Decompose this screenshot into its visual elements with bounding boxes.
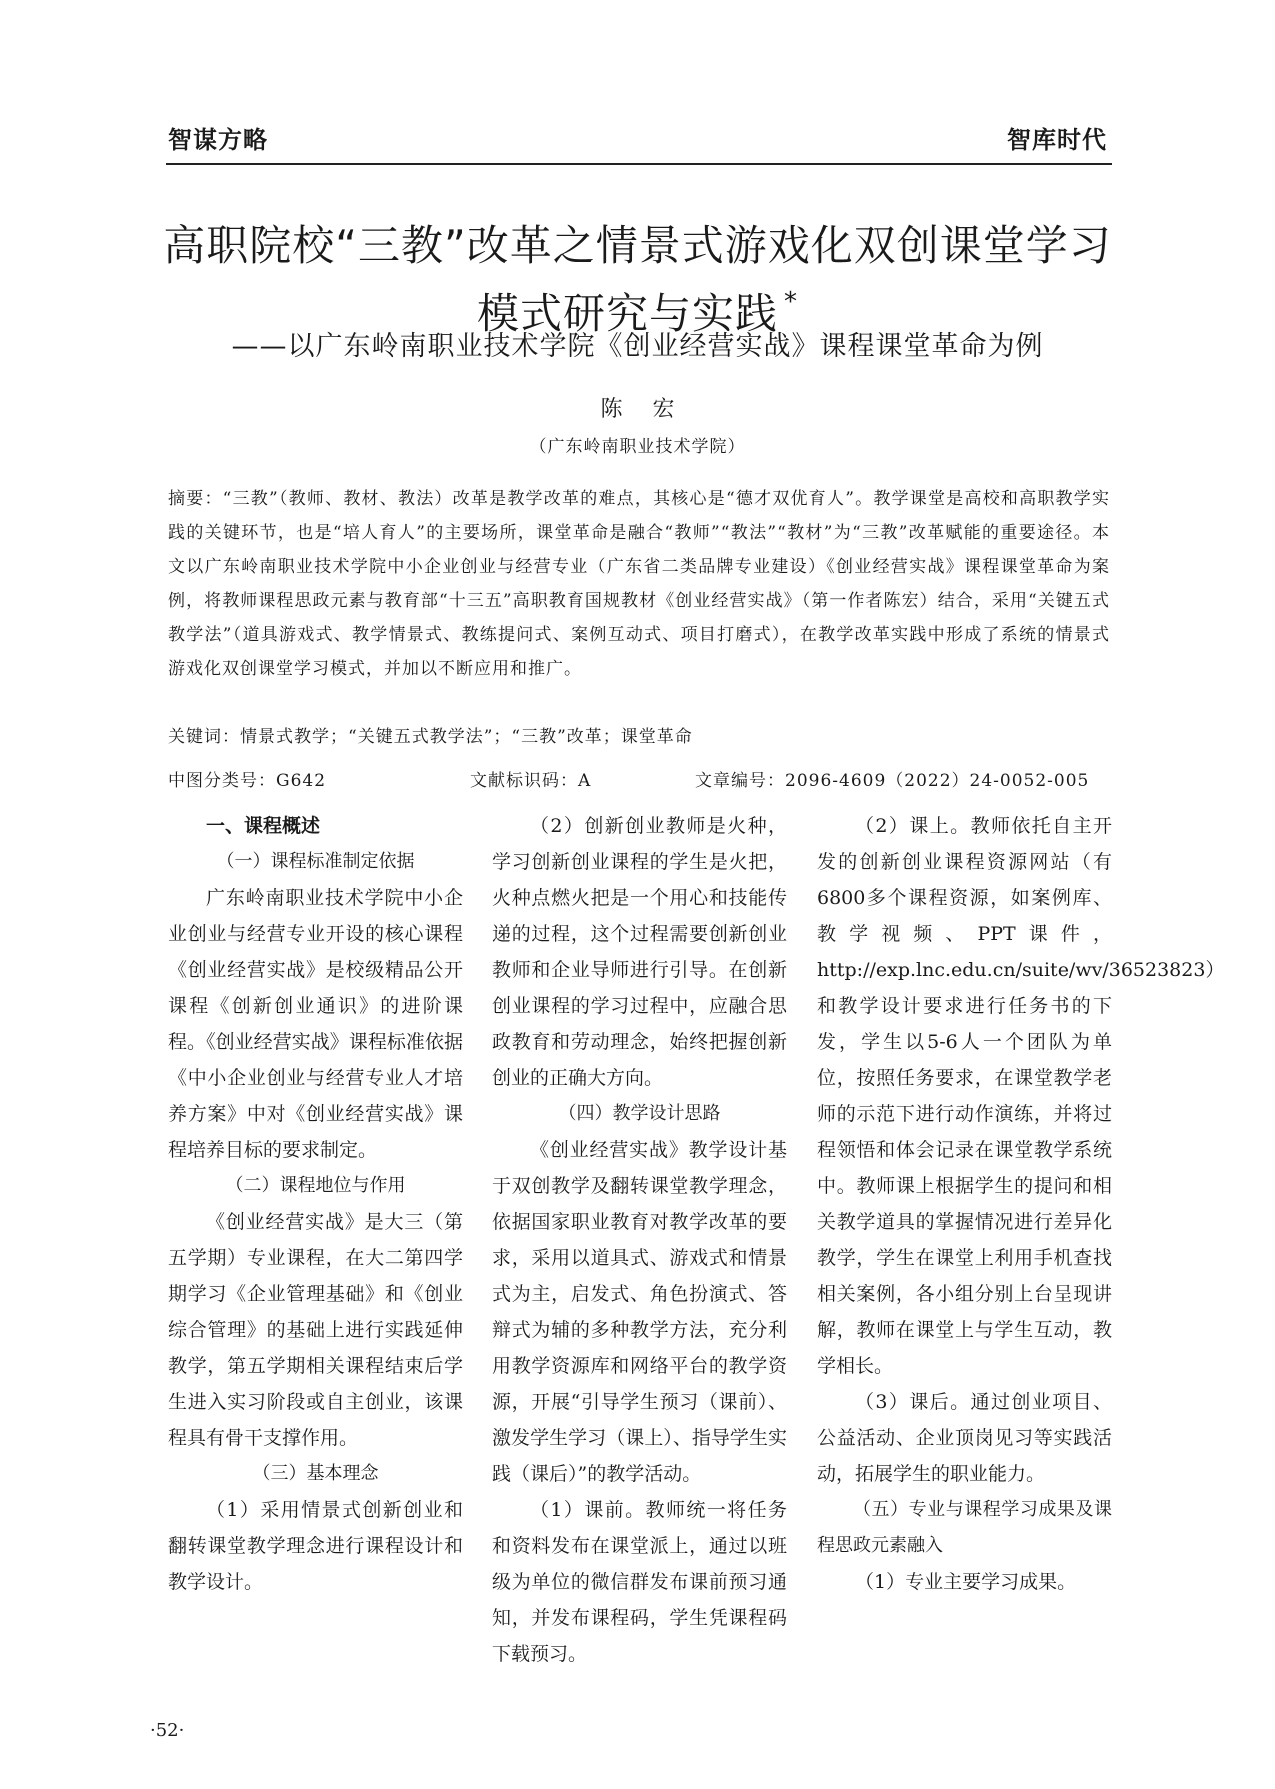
paragraph-s4-4: （3）课后。通过创业项目、公益活动、企业顶岗见习等实践活动，拓展学生的职业能力。 — [817, 1391, 1112, 1485]
subsection-heading-4: （四）教学设计思路 — [558, 1103, 721, 1124]
document-code — [470, 766, 591, 791]
journal-section-label: 智谋方略 — [168, 126, 268, 154]
paragraph-s4-3: （2）课上。教师依托自主开发的创新创业课程资源网站（有6800多个课程资源，如案例库、教学视频、PPT课件，http://exp.lnc.edu.cn/suite/wv/36523823）和教学设计要求进行任务书的下发，学生以5-6人一个团队为单位，按照任务要求，在课堂教学老师的示范下进行动作演练，并将过程领悟和体会记录在课堂教学系统中。教师课上根据学生的提问和相关教学道具的掌握情况进行差异化教学，学生在课堂上利用手机查找相关案例，各小组分别上台呈现讲解，教师在课堂上与学生互动，教学相长。 — [817, 815, 1225, 1377]
keywords-text: 情景式教学；“关键五式教学法”；“三教”改革；课堂革命 — [240, 727, 693, 747]
article-number — [695, 766, 1089, 791]
abstract — [168, 482, 1110, 686]
document-code-value: A — [578, 771, 592, 791]
section-heading-1: 一、课程概述 — [206, 815, 321, 837]
keywords — [168, 722, 693, 747]
document-code-label: 文献标识码： — [470, 771, 578, 791]
body-column-1 — [168, 808, 463, 1600]
journal-name: 智库时代 — [1007, 126, 1107, 154]
abstract-text: “三教”（教师、教材、教法）改革是教学改革的难点，其核心是“德才双优育人”。教学课堂是高校和高职教学实践的关键环节，也是“培人育人”的主要场所，课堂革命是融合“教师”“教法”“教材”为“三教”改革赋能的重要途径。本文以广东岭南职业技术学院中小企业创业与经营专业（广东省二类品牌专业建设）《创业经营实战》课程课堂革命为案例，将教师课程思政元素与教育部“十三五”高职教育国规教材《创业经营实战》（第一作者陈宏）结合，采用“关键五式教学法”（道具游戏式、教学情景式、教练提问式、案例互动式、项目打磨式），在教学改革实践中形成了系统的情景式游戏化双创课堂学习模式，并加以不断应用和推广。 — [168, 489, 1111, 679]
article-number-value: 2096-4609（2022）24-0052-005 — [785, 771, 1090, 791]
body-column-3 — [817, 808, 1225, 1600]
subsection-heading-5: （五）专业与课程学习成果及课程思政元素融入 — [817, 1499, 1112, 1556]
clc-label: 中图分类号： — [168, 771, 276, 791]
article-title-text: 高职院校“三教”改革之情景式游戏化双创课堂学习模式研究与实践 — [163, 221, 1112, 338]
author-name: 陈宏 — [600, 397, 705, 422]
paragraph-s4-1: 《创业经营实战》教学设计基于双创教学及翻转课堂教学理念，依据国家职业教育对教学改革的要求，采用以道具式、游戏式和情景式为主，启发式、角色扮演式、答辩式为辅的多种教学方法，充分利用教学资源库和网络平台的教学资源，开展“引导学生预习（课前）、激发学生学习（课上）、指导学生实践（课后）”的教学活动。 — [492, 1139, 787, 1485]
keywords-label: 关键词： — [168, 727, 240, 747]
article-number-label: 文章编号： — [695, 771, 785, 791]
author-affiliation: （广东岭南职业技术学院） — [529, 437, 746, 457]
subsection-heading-2: （二）课程地位与作用 — [225, 1175, 406, 1196]
title-footnote-mark: * — [784, 287, 798, 317]
article-subtitle: ——以广东岭南职业技术学院《创业经营实战》课程课堂革命为例 — [231, 331, 1044, 362]
paragraph-s4-2: （1）课前。教师统一将任务和资料发布在课堂派上，通过以班级为单位的微信群发布课前预习通知，并发布课程码，学生凭课程码下载预习。 — [492, 1499, 787, 1665]
paragraph-s1-1: 广东岭南职业技术学院中小企业创业与经营专业开设的核心课程《创业经营实战》是校级精品公开课程《创新创业通识》的进阶课程。《创业经营实战》课程标准依据《中小企业创业与经营专业人才培养方案》中对《创业经营实战》课程培养目标的要求制定。 — [168, 887, 463, 1161]
subsection-heading-3: （三）基本理念 — [252, 1463, 379, 1484]
paragraph-s3-1: （1）采用情景式创新创业和翻转课堂教学理念进行课程设计和教学设计。 — [168, 1499, 463, 1593]
subsection-heading-1: （一）课程标准制定依据 — [216, 851, 415, 872]
header-rule — [166, 163, 1112, 165]
page-number: ·52· — [150, 1720, 185, 1741]
paragraph-s2-1: 《创业经营实战》是大三（第五学期）专业课程，在大二第四学期学习《企业管理基础》和《创业综合管理》的基础上进行实践延伸教学，第五学期相关课程结束后学生进入实习阶段或自主创业，该课程具有骨干支撑作用。 — [168, 1211, 463, 1449]
paragraph-s5-1: （1）专业主要学习成果。 — [855, 1571, 1077, 1593]
clc-value: G642 — [276, 771, 327, 791]
body-column-2 — [492, 808, 787, 1672]
abstract-label: 摘要： — [168, 489, 223, 509]
paragraph-s3-2: （2）创新创业教师是火种，学习创新创业课程的学生是火把，火种点燃火把是一个用心和技能传递的过程，这个过程需要创新创业教师和企业导师进行引导。在创新创业课程的学习过程中，应融合思政教育和劳动理念，始终把握创新创业的正确大方向。 — [492, 815, 787, 1089]
clc-number — [168, 766, 326, 791]
